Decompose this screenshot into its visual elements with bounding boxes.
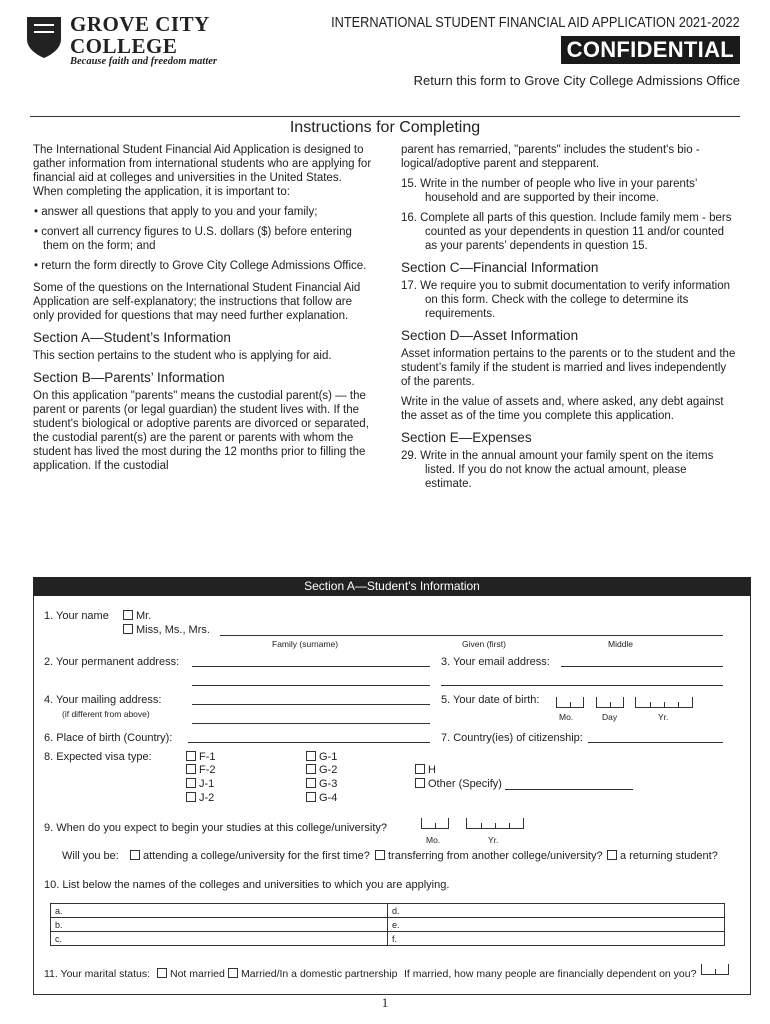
- q1-label: 1. Your name: [44, 610, 109, 622]
- option-transfer[interactable]: transferring from another college/university?: [375, 850, 603, 862]
- college-a-cell[interactable]: a.: [51, 904, 388, 918]
- visa-other-line[interactable]: [505, 789, 633, 790]
- option-returning[interactable]: a returning student?: [607, 850, 718, 862]
- q3-label: 3. Your email address:: [441, 656, 550, 668]
- visa-f2[interactable]: F-2: [186, 764, 216, 776]
- college-shield-logo: [25, 15, 63, 59]
- checkbox-j1[interactable]: [186, 778, 196, 788]
- item-29: 29. Write in the annual amount your family spent on the items listed. If you do not know the actual amount, please estimate.: [401, 450, 714, 490]
- instructions-right-column: [401, 143, 736, 497]
- checkbox-g1[interactable]: [306, 751, 316, 761]
- secA-heading: Section A—Student’s Information: [33, 330, 231, 345]
- dependents-count-box[interactable]: [701, 964, 729, 975]
- will-you-label: Will you be:: [62, 850, 119, 862]
- option-first-time[interactable]: attending a college/university for the first time?: [130, 850, 370, 862]
- checkbox-f2[interactable]: [186, 764, 196, 774]
- visa-h[interactable]: H: [415, 764, 436, 776]
- form-title: INTERNATIONAL STUDENT FINANCIAL AID APPLICATION 2021-2022: [331, 14, 740, 31]
- secA-text: This section pertains to the student who is applying for aid.: [33, 350, 332, 362]
- dob-mo-caption: Mo.: [559, 712, 574, 722]
- instructions-title: Instructions for Completing: [289, 119, 481, 136]
- q6-label: 6. Place of birth (Country):: [44, 732, 173, 744]
- table-row: [51, 904, 725, 918]
- checkbox-g2[interactable]: [306, 764, 316, 774]
- item-16: 16. Complete all parts of this question. Include family mem - bers counted as your dependents in question 11 and/or counted as your parents’ dependents in question 15.: [401, 212, 732, 252]
- secE-heading: Section E—Expenses: [401, 430, 532, 445]
- checkbox-returning[interactable]: [607, 850, 617, 860]
- visa-j2[interactable]: J-2: [186, 792, 214, 804]
- checkbox-h[interactable]: [415, 764, 425, 774]
- dob-month-box[interactable]: [556, 697, 584, 708]
- confidential-badge: CONFIDENTIAL: [561, 36, 740, 64]
- checkbox-f1[interactable]: [186, 751, 196, 761]
- bullet-2: • convert all currency figures to U.S. dollars ($) before entering them on the form; and: [34, 226, 352, 252]
- college-f-cell[interactable]: f.: [388, 932, 725, 946]
- q4-label: 4. Your mailing address:: [44, 694, 162, 706]
- college-c-cell[interactable]: c.: [51, 932, 388, 946]
- checkbox-j2[interactable]: [186, 792, 196, 802]
- checkbox-mr[interactable]: [123, 610, 133, 620]
- return-note: Return this form to Grove City College Admissions Office: [413, 73, 740, 88]
- dob-day-box[interactable]: [596, 697, 624, 708]
- q8-label: 8. Expected visa type:: [44, 751, 152, 763]
- email-line-1[interactable]: [561, 666, 723, 667]
- q2-label: 2. Your permanent address:: [44, 656, 180, 668]
- table-row: [51, 932, 725, 946]
- secD-text-2: Write in the value of assets and, where asked, any debt against the asset as of the time you complete this application.: [401, 396, 724, 422]
- option-married[interactable]: Married/In a domestic partnership: [228, 968, 397, 980]
- college-d-cell[interactable]: d.: [388, 904, 725, 918]
- dob-year-box[interactable]: [635, 697, 693, 708]
- bullet-3: • return the form directly to Grove City College Admissions Office.: [34, 260, 367, 272]
- logo-line1: GROVE CITY: [70, 12, 210, 36]
- q1-mr-option[interactable]: Mr.: [123, 610, 151, 622]
- checkbox-other[interactable]: [415, 778, 425, 788]
- name-input-line[interactable]: [220, 635, 723, 636]
- family-name-caption: Family (surname): [272, 639, 339, 649]
- citizenship-line[interactable]: [588, 742, 723, 743]
- logo-line2: COLLEGE: [70, 34, 178, 58]
- page-number: 1: [381, 995, 389, 1010]
- checkbox-g4[interactable]: [306, 792, 316, 802]
- checkbox-married[interactable]: [228, 968, 238, 978]
- q4-sublabel: (if different from above): [62, 709, 150, 719]
- option-not-married[interactable]: Not married: [157, 968, 225, 980]
- table-row: [51, 918, 725, 932]
- q1-miss-option[interactable]: Miss, Ms., Mrs.: [123, 624, 210, 636]
- given-name-caption: Given (first): [462, 639, 506, 649]
- dob-yr-caption: Yr.: [658, 712, 669, 722]
- secB-continued: parent has remarried, "parents" includes the student's bio - logical/adoptive parent and stepparent.: [401, 144, 700, 170]
- start-month-box[interactable]: [421, 818, 449, 829]
- visa-j1[interactable]: J-1: [186, 778, 214, 790]
- colleges-table: [50, 903, 725, 946]
- college-b-cell[interactable]: b.: [51, 918, 388, 932]
- section-a-bar: Section A—Student's Information: [33, 577, 751, 596]
- checkbox-g3[interactable]: [306, 778, 316, 788]
- checkbox-transfer[interactable]: [375, 850, 385, 860]
- dob-day-caption: Day: [602, 712, 618, 722]
- start-year-box[interactable]: [466, 818, 524, 829]
- bullet-1: • answer all questions that apply to you and your family;: [34, 206, 318, 218]
- note-text: Some of the questions on the International Student Financial Aid Application are self-explanatory; the instructions that follow are only provided for questions that may need further explanation.: [33, 282, 361, 322]
- secB-heading: Section B—Parents’ Information: [33, 370, 225, 385]
- instructions-left-column: [33, 143, 373, 479]
- q5-label: 5. Your date of birth:: [441, 694, 540, 706]
- permanent-address-line-1[interactable]: [192, 666, 430, 667]
- checkbox-first-time[interactable]: [130, 850, 140, 860]
- secB-text: On this application "parents" means the custodial parent(s) — the parent or parents (or legal guardian) the student lives with. If the student's biological or adoptive parents are divorced or separated, the custodial parent(s) are the parent or parents with whom the student has lived the most during the 12 months prior to filling the application. If the custodial: [33, 390, 369, 472]
- q11-label: 11. Your marital status:: [44, 968, 151, 980]
- mailing-address-line-2[interactable]: [192, 723, 430, 724]
- mailing-address-line-1[interactable]: [192, 704, 430, 705]
- q9-label: 9. When do you expect to begin your studies at this college/university?: [44, 822, 388, 834]
- header-divider: [30, 116, 740, 117]
- visa-g3[interactable]: G-3: [306, 778, 337, 790]
- visa-g4[interactable]: G-4: [306, 792, 337, 804]
- middle-name-caption: Middle: [608, 639, 634, 649]
- checkbox-not-married[interactable]: [157, 968, 167, 978]
- college-e-cell[interactable]: e.: [388, 918, 725, 932]
- birth-country-line[interactable]: [188, 742, 430, 743]
- secC-heading: Section C—Financial Information: [401, 260, 599, 275]
- start-mo-caption: Mo.: [426, 835, 441, 845]
- q7-label: 7. Country(ies) of citizenship:: [441, 732, 583, 744]
- visa-other[interactable]: Other (Specify): [415, 778, 502, 790]
- q10-label: 10. List below the names of the colleges and universities to which you are applying.: [44, 879, 450, 891]
- start-yr-caption: Yr.: [488, 835, 499, 845]
- visa-g1[interactable]: G-1: [306, 751, 337, 763]
- permanent-address-line-2[interactable]: [192, 685, 430, 686]
- q11-dependents-label: If married, how many people are financially dependent on you?: [404, 968, 697, 980]
- checkbox-miss[interactable]: [123, 624, 133, 634]
- secD-heading: Section D—Asset Information: [401, 328, 579, 343]
- visa-g2[interactable]: G-2: [306, 764, 337, 776]
- logo-tagline: Because faith and freedom matter: [70, 56, 217, 67]
- visa-f1[interactable]: F-1: [186, 751, 216, 763]
- secD-text-1: Asset information pertains to the parents or to the student and the student’s family if the student is married and lives independently of the parents.: [401, 348, 736, 388]
- intro-text: The International Student Financial Aid Application is designed to gather information from international students who are applying for financial aid at colleges and universities in the United States. When completing the application, it is important to:: [33, 144, 372, 198]
- email-line-2[interactable]: [441, 685, 723, 686]
- item-17: 17. We require you to submit documentation to verify information on this form. Check with the college to determine its requirements.: [401, 280, 730, 320]
- item-15: 15. Write in the number of people who live in your parents’ household and are supported by their income.: [401, 178, 697, 204]
